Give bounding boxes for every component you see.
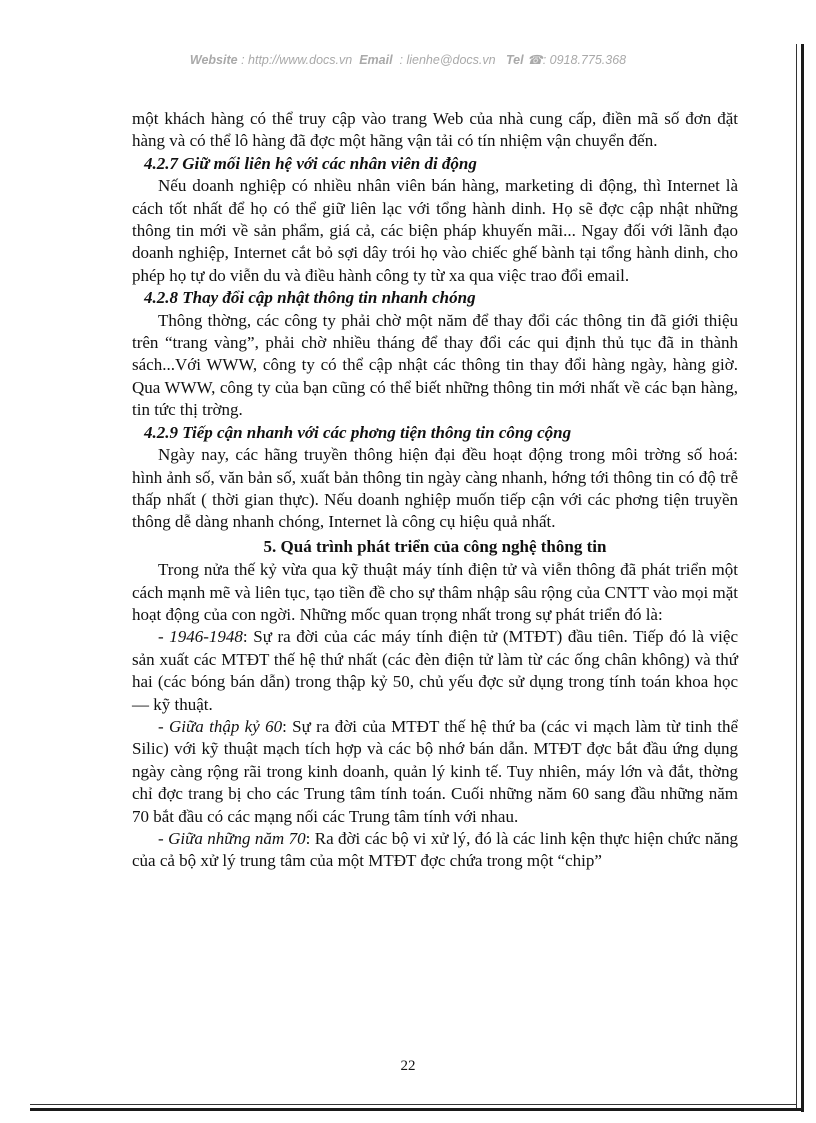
- milestone-date-1946: - 1946-1948: [158, 627, 243, 647]
- page-border-right-inner: [796, 44, 797, 1108]
- milestone-text-70s: : Ra đời các bộ vi xử lý, đó là các linh kện thực hiện chức năng của cả bộ xử lý trung tâm của một MTĐT đợc chứa trong một “chip”: [132, 829, 739, 871]
- milestone-text-60s: : Sự ra đời của MTĐT thế hệ thứ ba (các vi mạch làm từ tinh thể Silic) với kỹ thuật mạch tích hợp và các bộ nhớ bán dẫn. MTĐT đợc bắt đầu ứng dụng ngày càng rộng rãi trong kinh doanh, quản lý kinh tế. Tuy nhiên, máy lớn và đắt, thờng chỉ đợc trang bị cho các Trung tâm tính toán. Cuối những năm 60 sang đầu những năm 70 bắt đầu có các mạng nối các Trung tâm tính với nhau.: [132, 716, 738, 826]
- document-body: [132, 108, 738, 873]
- tel-number: : 0918.775.368: [542, 53, 627, 67]
- paragraph-mobile-staff: Nếu doanh nghiệp có nhiều nhân viên bán hàng, marketing di động, thì Internet là cách tốt nhất để họ có thể giữ liên lạc với tổng hành dinh. Họ sẽ đợc cập nhật những thông tin mới về sản phẩm, giá cả, các biện pháp khuyến mãi... Ngay đối với lãnh đạo doanh nghiệp, Internet cắt bỏ sợi dây trói họ vào chiếc ghế bành tại tổng hành dinh, cho phép họ tự do viễn du và điều hành công ty từ xa qua việc trao đổi email.: [132, 176, 738, 285]
- email-address[interactable]: : lienhe@docs.vn: [399, 53, 496, 67]
- milestone-date-70s: - Giữa những năm 70: [158, 829, 306, 848]
- heading-4-2-7: 4.2.7 Giữ mối liên hệ với các nhân viên di động: [144, 153, 477, 173]
- page-header: [0, 52, 816, 67]
- heading-4-2-8: 4.2.8 Thay đổi cập nhật thông tin nhanh chóng: [144, 288, 476, 308]
- paragraph-milestone-70s: [132, 828, 738, 873]
- paragraph-milestone-60s: [132, 716, 738, 828]
- paragraph-continuation: một khách hàng có thể truy cập vào trang Web của nhà cung cấp, điền mã số đơn đặt hàng và có thể lô hàng đã đợc một hãng vận tải có tín nhiệm vận chuyển đến.: [132, 109, 738, 151]
- website-url[interactable]: : http://www.docs.vn: [241, 53, 353, 67]
- page-border-bottom-inner: [30, 1104, 797, 1105]
- paragraph-it-history: Trong nửa thế kỷ vừa qua kỹ thuật máy tính điện tử và viễn thông đã phát triển một cách mạnh mẽ và liên tục, tạo tiền đề cho sự thâm nhập sâu rộng của CNTT vào mọi mặt hoạt động của con ngời. Những mốc quan trọng nhất trong sự phát triển đó là:: [132, 560, 738, 624]
- website-label: Website: [189, 53, 238, 67]
- tel-label: Tel: [506, 53, 524, 67]
- milestone-date-60s: - Giữa thập kỷ 60: [158, 716, 283, 736]
- milestone-text-1946: : Sự ra đời của các máy tính điện tử (MTĐT) đầu tiên. Tiếp đó là việc sản xuất các MTĐT thế hệ thứ nhất (các đèn điện tử làm từ các ống chân không) và thứ hai (các bóng bán dẫn) trong thập kỷ 50, chủ yếu đợc sử dụng trong tính toán khoa học — kỹ thuật.: [132, 627, 738, 714]
- page-number: 22: [400, 1058, 416, 1074]
- phone-icon: ☎: [527, 53, 543, 67]
- paragraph-milestone-1946: [132, 626, 738, 716]
- page-border-right: [801, 44, 804, 1112]
- section-title-5: 5. Quá trình phát triển của công nghệ thông tin: [263, 536, 607, 556]
- paragraph-media-access: Ngày nay, các hãng truyền thông hiện đại đều hoạt động trong môi trờng số hoá: hình ảnh số, văn bản số, xuất bản thông tin ngày càng nhanh, hớng tới thông tin có độ trễ thấp nhất ( thời gian thực). Nếu doanh nghiệp muốn tiếp cận với các phơng tiện truyền thông dễ dàng nhanh chóng, Internet là công cụ hiệu quả nhất.: [132, 445, 738, 532]
- email-label: Email: [359, 53, 393, 67]
- page-border-bottom: [30, 1108, 804, 1111]
- heading-4-2-9: 4.2.9 Tiếp cận nhanh với các phơng tiện thông tin công cộng: [144, 422, 572, 442]
- paragraph-update-info: Thông thờng, các công ty phải chờ một năm để thay đổi các thông tin đã giới thiệu trên “trang vàng”, phải chờ nhiều tháng để thay đổi các qui định thủ tục đã in thành sách...Với WWW, công ty có thể cập nhật các thông tin thay đổi hàng ngày, hàng giờ. Qua WWW, công ty của bạn cũng có thể biết những thông tin mới nhất về các bạn hàng, tin tức thị trờng.: [132, 310, 738, 420]
